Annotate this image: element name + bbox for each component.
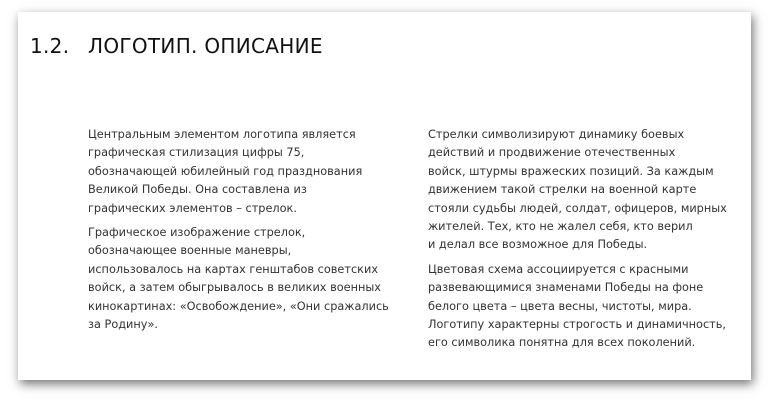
paragraph xyxy=(88,224,389,334)
section-number: 1.2. xyxy=(30,34,70,58)
text-line: и делал все возможное для Победы. xyxy=(428,238,648,252)
paragraph xyxy=(428,126,727,255)
text-line: Цветовая схема ассоциируется с красными xyxy=(428,262,689,276)
text-line: Великой Победы. Она составлена из xyxy=(88,183,307,197)
text-line: графических элементов – стрелок. xyxy=(88,201,297,215)
text-line: движением такой стрелки на военной карте xyxy=(428,183,697,197)
text-line: войск, штурмы вражеских позиций. За каждым xyxy=(428,164,714,178)
text-line: за Родину». xyxy=(88,318,158,332)
section-heading xyxy=(30,34,323,58)
text-line: обозначающее военные маневры, xyxy=(88,244,292,258)
text-line: использовалось на картах генштабов советских xyxy=(88,262,379,276)
text-line: Стрелки символизируют динамику боевых xyxy=(428,128,685,141)
left-text-column xyxy=(88,126,389,340)
text-line: Центральным элементом логотипа является xyxy=(88,128,356,141)
text-line: Логотипу характерны строгость и динамичность, xyxy=(428,318,726,332)
text-line: кинокартинах: «Освобождение», «Они сражались xyxy=(88,299,389,313)
text-line: его символика понятна для всех поколений. xyxy=(428,336,696,350)
text-line: развевающимися знаменами Победы на фоне xyxy=(428,281,704,295)
text-line: белого цвета – цвета весны, чистоты, мира. xyxy=(428,299,692,313)
text-line: действий и продвижение отечественных xyxy=(428,146,676,160)
paragraph xyxy=(88,126,389,218)
document-page xyxy=(18,12,751,380)
text-line: обозначающей юбилейный год празднования xyxy=(88,164,363,178)
right-text-column xyxy=(428,126,727,359)
text-line: жителей. Тех, кто не жалел себя, кто верил xyxy=(428,220,693,234)
text-line: Графическое изображение стрелок, xyxy=(88,226,306,240)
paragraph xyxy=(428,261,727,353)
text-line: графическая стилизация цифры 75, xyxy=(88,146,305,160)
text-line: стояли судьбы людей, солдат, офицеров, мирных xyxy=(428,201,727,215)
text-line: войск, а затем обыгрывалось в великих военных xyxy=(88,281,381,295)
section-title: ЛОГОТИП. ОПИСАНИЕ xyxy=(88,34,323,58)
